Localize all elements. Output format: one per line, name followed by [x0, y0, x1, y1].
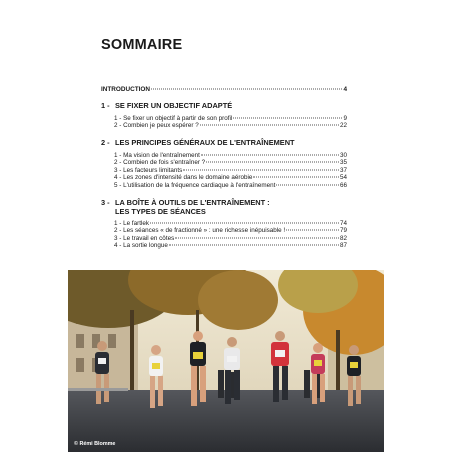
toc-entry[interactable] — [114, 152, 347, 159]
entry-page: 54 — [339, 174, 347, 182]
toc-entry[interactable] — [114, 174, 347, 181]
toc-entry[interactable] — [114, 242, 347, 249]
entry-page: 37 — [339, 166, 347, 174]
section-3-items — [114, 220, 347, 250]
dot-leader — [175, 237, 339, 238]
section-heading-3[interactable] — [101, 199, 270, 216]
section-heading-1[interactable] — [101, 102, 232, 111]
toc-entry[interactable] — [114, 220, 347, 227]
toc-entry-label: INTRODUCTION — [101, 86, 150, 93]
toc-entry[interactable] — [114, 227, 347, 234]
entry-label: Combien je peux espérer ? — [123, 122, 199, 130]
toc-entry[interactable] — [114, 235, 347, 242]
entry-label: Ma vision de l'entraînement — [123, 152, 200, 159]
entry-number: 1 - — [114, 115, 122, 122]
runners-illustration — [68, 270, 384, 452]
section-subtitle: LES TYPES DE SÉANCES — [115, 206, 206, 216]
toc-entry[interactable] — [114, 159, 347, 166]
dot-leader — [150, 223, 339, 224]
entry-page: 9 — [343, 115, 347, 122]
dot-leader — [200, 125, 339, 126]
section-heading-2[interactable] — [101, 139, 295, 148]
entry-number: 2 - — [114, 159, 122, 167]
section-number: 2 - — [101, 138, 110, 147]
entry-page: 66 — [339, 181, 347, 189]
dot-leader — [233, 118, 342, 119]
dot-leader — [276, 184, 339, 185]
dot-leader — [286, 230, 339, 231]
entry-page: 35 — [339, 159, 347, 167]
entry-number: 5 - — [114, 181, 122, 189]
entry-page: 74 — [339, 220, 347, 227]
toc-entry-introduction[interactable] — [101, 86, 347, 93]
section-title: SE FIXER UN OBJECTIF ADAPTÉ — [115, 101, 233, 110]
dot-leader — [169, 245, 339, 246]
dot-leader — [183, 169, 339, 170]
photo-credit: © Rémi Blomme — [74, 441, 116, 447]
dot-leader — [201, 155, 339, 156]
entry-number: 3 - — [114, 166, 122, 174]
section-title: LA BOÎTE À OUTILS DE L'ENTRAÎNEMENT : — [115, 198, 270, 207]
section-title: LES PRINCIPES GÉNÉRAUX DE L'ENTRAÎNEMENT — [115, 138, 295, 147]
section-1-items — [114, 115, 347, 130]
toc-entry[interactable] — [114, 122, 347, 129]
toc-entry[interactable] — [114, 182, 347, 189]
toc-entry[interactable] — [114, 115, 347, 122]
entry-number: 4 - — [114, 242, 122, 250]
section-number: 1 - — [101, 101, 110, 110]
entry-page: 87 — [339, 242, 347, 250]
page-title: SOMMAIRE — [101, 37, 183, 53]
entry-number: 1 - — [114, 220, 122, 227]
entry-label: Les facteurs limitants — [123, 166, 183, 174]
entry-label: Les séances « de fractionné » : une richesse inépuisable ! — [123, 227, 286, 235]
entry-number: 3 - — [114, 234, 122, 242]
toc-entry[interactable] — [114, 167, 347, 174]
entry-number: 2 - — [114, 227, 122, 235]
entry-page: 82 — [339, 234, 347, 242]
entry-label: La sortie longue — [123, 242, 168, 250]
entry-label: Le fartlek — [123, 220, 150, 227]
dot-leader — [206, 162, 339, 163]
entry-number: 4 - — [114, 174, 122, 182]
entry-label: Le travail en côtes — [123, 234, 175, 242]
entry-number: 2 - — [114, 122, 122, 130]
entry-label: L'utilisation de la fréquence cardiaque à l'entraînement — [123, 181, 276, 189]
section-number: 3 - — [101, 198, 110, 207]
entry-page: 79 — [339, 227, 347, 235]
dot-leader — [151, 89, 342, 90]
entry-label: Les zones d'intensité dans le domaine aérobie — [123, 174, 253, 182]
marathon-runners-photo — [68, 270, 384, 452]
entry-number: 1 - — [114, 152, 122, 159]
toc-entry-page: 4 — [343, 86, 347, 93]
entry-page: 22 — [339, 122, 347, 130]
entry-page: 30 — [339, 152, 347, 159]
entry-label: Se fixer un objectif à partir de son profil — [123, 115, 233, 122]
dot-leader — [253, 177, 339, 178]
section-2-items — [114, 152, 347, 189]
entry-label: Combien de fois s'entraîner ? — [123, 159, 206, 167]
